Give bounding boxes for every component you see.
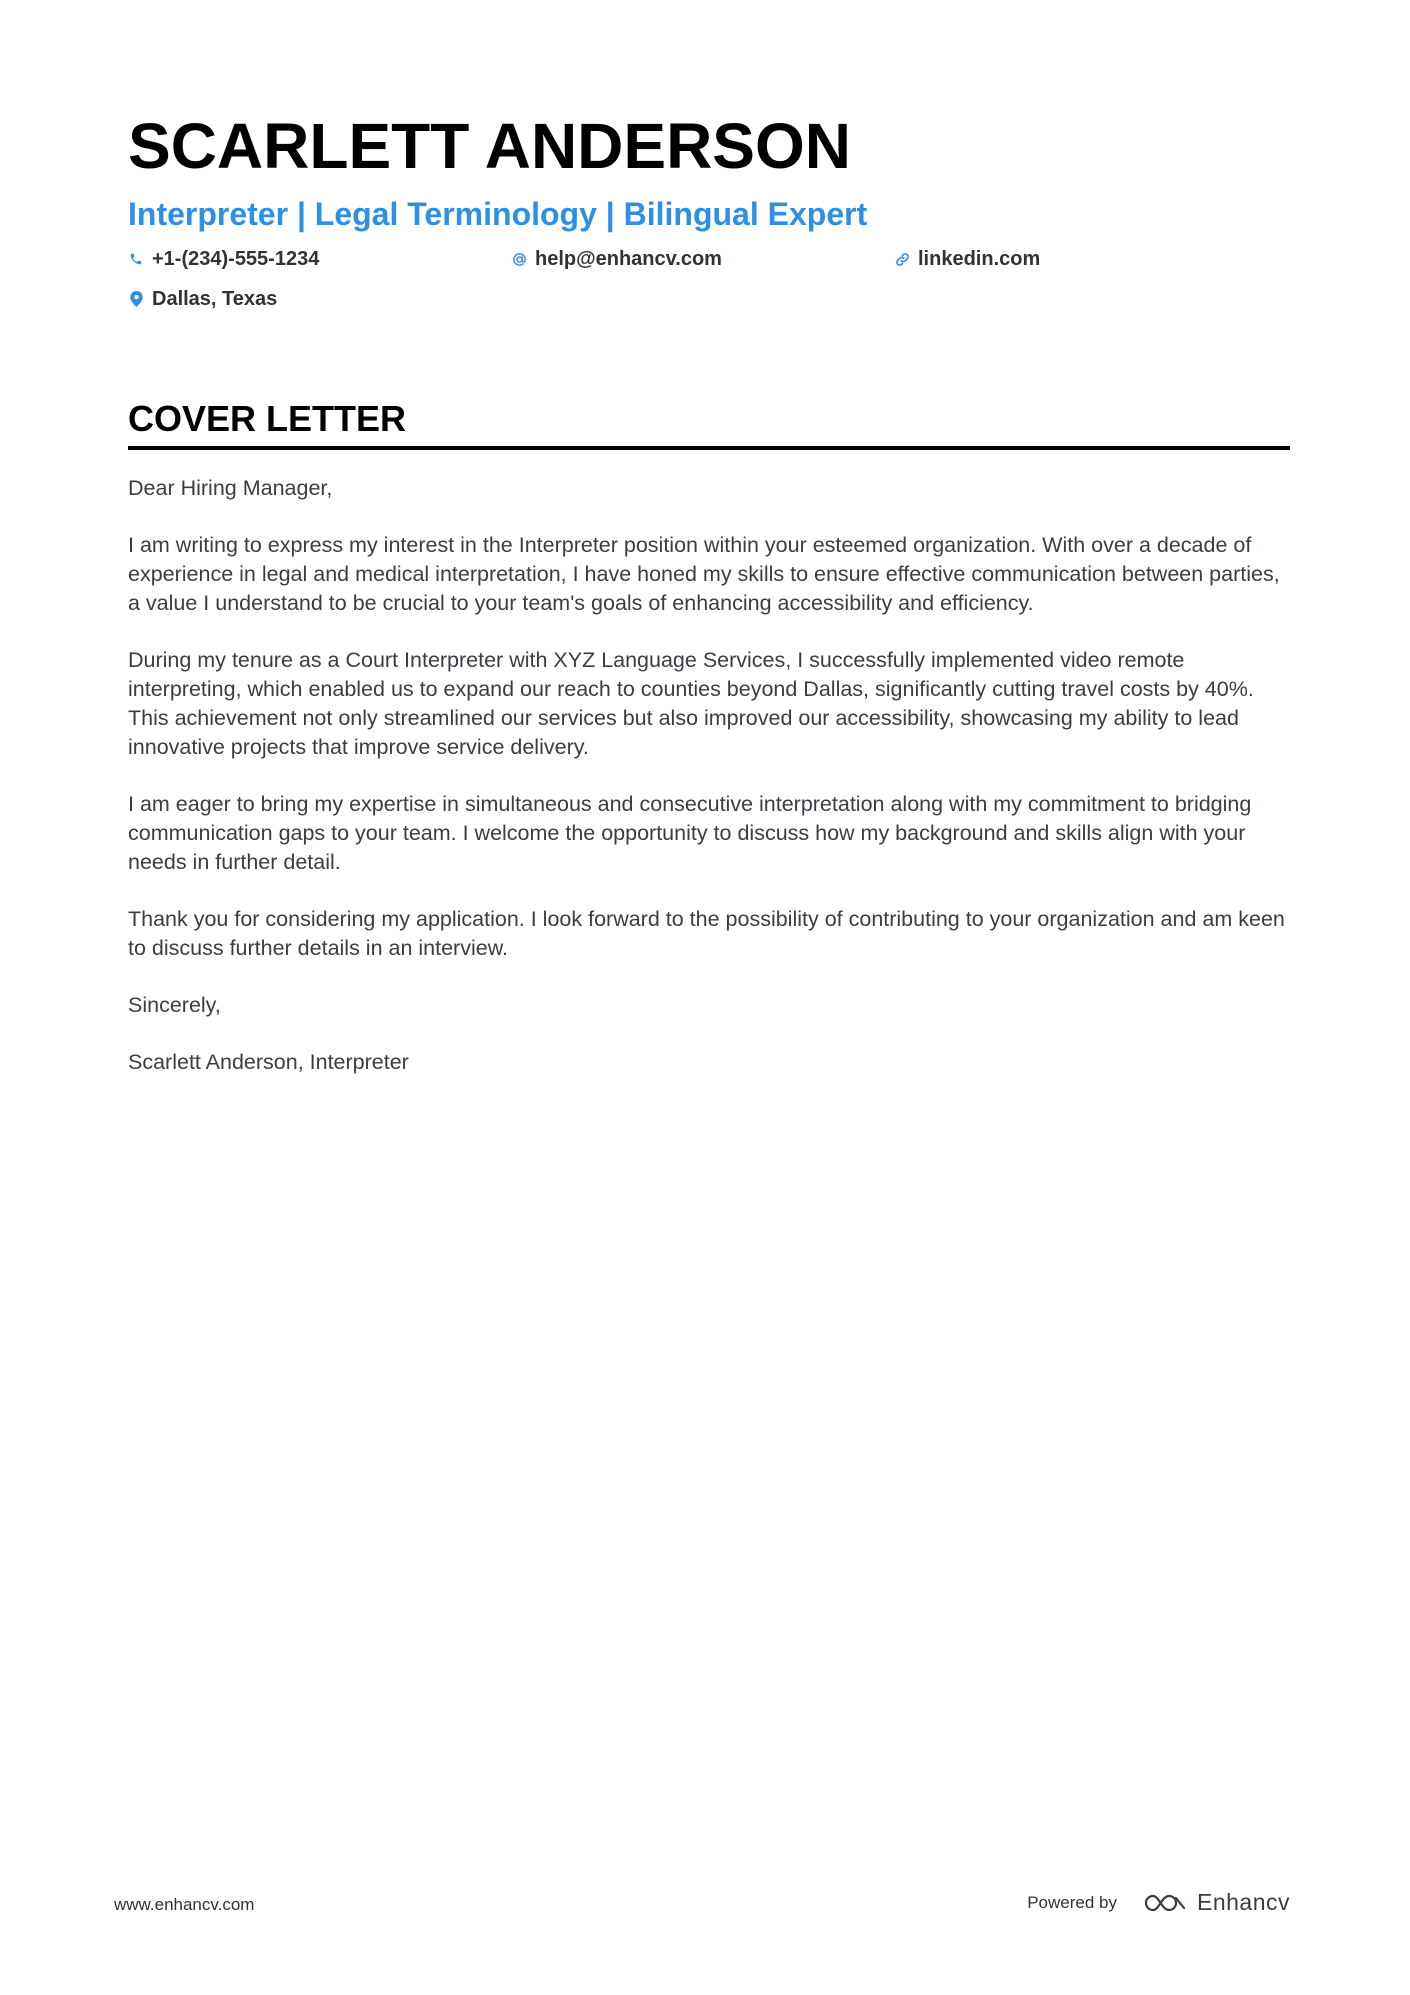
letter-paragraph: During my tenure as a Court Interpreter with XYZ Language Services, I successfully implemented video remote interpreting, which enabled us to expand our reach to counties beyond Dallas, significantly cutting travel costs by 40%. This achievement not only streamlined our services but also improved our accessibility, showcasing my ability to lead innovative projects that improve service delivery. bbox=[128, 648, 1254, 759]
contact-phone bbox=[128, 244, 511, 274]
letter-greeting: Dear Hiring Manager, bbox=[128, 476, 333, 500]
section-title: COVER LETTER bbox=[128, 398, 407, 439]
section-divider bbox=[128, 446, 1290, 450]
location-text: Dallas, Texas bbox=[152, 288, 278, 310]
brand-logo[interactable] bbox=[1143, 1889, 1290, 1916]
powered-by-label: Powered by bbox=[1027, 1892, 1117, 1912]
letter-body bbox=[128, 474, 1290, 1077]
phone-text[interactable]: +1-(234)-555-1234 bbox=[152, 248, 320, 270]
link-text[interactable]: linkedin.com bbox=[918, 248, 1041, 270]
enhancv-logo-icon bbox=[1143, 1892, 1187, 1914]
letter-paragraph: I am writing to express my interest in the Interpreter position within your esteemed organization. With over a decade of experience in legal and medical interpretation, I have honed my skills to ensure effective communication between parties, a value I understand to be crucial to your team's goals of enhancing accessibility and efficiency. bbox=[128, 533, 1280, 615]
letter-closing: Sincerely, bbox=[128, 993, 221, 1017]
at-icon bbox=[511, 251, 527, 267]
cover-letter-page bbox=[128, 110, 1290, 1105]
applicant-name: SCARLETT ANDERSON bbox=[128, 110, 851, 182]
email-text[interactable]: help@enhancv.com bbox=[535, 248, 722, 270]
letter-signature: Scarlett Anderson, Interpreter bbox=[128, 1050, 409, 1074]
phone-icon bbox=[128, 251, 144, 267]
map-pin-icon bbox=[128, 291, 144, 307]
brand-name: Enhancv bbox=[1196, 1889, 1290, 1915]
letter-paragraph: Thank you for considering my application. I look forward to the possibility of contributing to your organization and am keen to discuss further details in an interview. bbox=[128, 907, 1285, 960]
applicant-title: Interpreter | Legal Terminology | Bilingual Expert bbox=[128, 196, 868, 232]
footer-website[interactable]: www.enhancv.com bbox=[114, 1895, 255, 1914]
contact-email bbox=[511, 244, 894, 274]
contact-info bbox=[128, 244, 1290, 314]
link-icon bbox=[894, 251, 910, 267]
contact-link bbox=[894, 244, 1277, 274]
letter-paragraph: I am eager to bring my expertise in simultaneous and consecutive interpretation along with my commitment to bridging communication gaps to your team. I welcome the opportunity to discuss how my background and skills align with your needs in further detail. bbox=[128, 792, 1252, 874]
footer-branding bbox=[1027, 1889, 1290, 1916]
contact-location bbox=[128, 284, 511, 314]
